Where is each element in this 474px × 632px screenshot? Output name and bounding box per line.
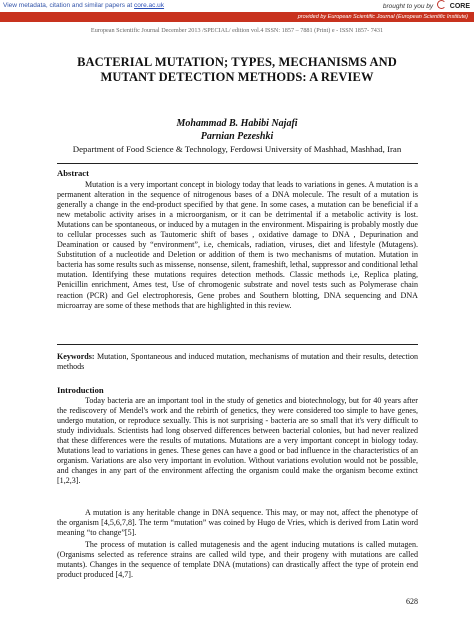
provided-by-bar: [0, 12, 474, 22]
metadata-text: View metadata, citation and similar papers at: [3, 2, 133, 9]
title-line-1: BACTERIAL MUTATION; TYPES, MECHANISMS AND: [77, 55, 397, 69]
intro-paragraph-3: The process of mutation is called mutagenesis and the agent inducing mutations is called mutagen. (Organisms selected as reference strains are called wild type, and their progeny with mutations are called mutants). Changes in the sequence of template DNA (mutations) can drastically affect the type of protein end product produced [4,7].: [57, 540, 418, 580]
paper-title: [40, 55, 434, 85]
keywords-label: Keywords:: [57, 352, 95, 361]
provided-by-text[interactable]: provided by European Scientific Journal (European Scientific Institute): [297, 14, 468, 20]
author-list: [0, 117, 474, 143]
title-line-2: MUTANT DETECTION METHODS: A REVIEW: [100, 70, 374, 84]
core-link[interactable]: core.ac.uk: [134, 2, 165, 9]
affiliation: Department of Food Science & Technology, Ferdowsi University of Mashhad, Mashhad, Iran: [72, 144, 402, 154]
page-number: 628: [406, 597, 418, 606]
abstract-heading: Abstract: [57, 168, 89, 178]
introduction-heading: Introduction: [57, 385, 104, 395]
intro-paragraph-2: A mutation is any heritable change in DNA sequence. This may, or may not, affect the phenotype of the organism [4,5,6,7,8]. The term “mutation” was coined by Hugo de Vries, which is derived from Latin word meaning “to change”[5].: [57, 508, 418, 538]
abstract-top-rule: [57, 163, 418, 164]
abstract-text: Mutation is a very important concept in biology today that leads to variations in genes. A mutation is a permanent alteration in the sequence of nitrogenous bases of a DNA molecule. The result of a mutation is generally a change in the end-product specified by that gene. In some cases, a mutation can be beneficial if a new metabolic activity arises in a microorganism, or it can be detrimental if a metabolic activity is lost. Mutations can be spontaneous, or induced by a mutagen in the environment. Mispairing is probably mostly due to cellular processes such as Tautomeric shift of bases , oxidative damage to DNA , Depurination and Deamination or caused by “environment”, i.e, chemicals, radiation, viruses, diet and lifestyle (Mutagens). Substitution of a nucleotide and Deletion or addition of them is two mechanisms of mutation. Mutation in bacteria has some results such as missense, nonsense, silent, frameshift, lethal, suppressor and conditional lethal mutation. Identifying these mutations requires detection methods. Classic methods i,e, Replica plating, Penicillin enrichment, Ames test, Use of chromogenic substrate and novel tests such as Polymerase chain reaction (PCR) and Gel electrophoresis, Gene probes and Southern blotting, DNA sequencing and DNA microarray are some of these methods that are highlighted in this review.: [57, 180, 418, 310]
keywords: [57, 352, 418, 372]
abstract-bottom-rule: [57, 344, 418, 345]
metadata-notice: [3, 0, 164, 11]
journal-header: European Scientific Journal December 2013 /SPECIAL/ edition vol.4 ISSN: 1857 – 7881 (Print) e - ISSN 1857- 7431: [90, 27, 384, 34]
intro-paragraph-1: Today bacteria are an important tool in the study of genetics and biotechnology, but for 40 years after the rediscovery of Mendel's work and the rebirth of genetics, they were considered too simple to have genes, undergo mutation, or reproduce sexually. This is not surprising - bacteria are so small that it's very difficult to study individuals. Scientists had long observed differences between bacterial colonies, but had never realized that these differences were the results of mutations. Mutations are a very important concept in biology today. Mutations lead to variations in genes. These genes can have a good or bad influence in the characteristics of an organism. Variations are also very important in evolution. Without variations evolution would not be possible, and changes in any part of the environment affecting the organism could make the organism become extinct [1,2,3].: [57, 396, 418, 486]
core-logo-text[interactable]: CORE: [449, 3, 470, 10]
keywords-text: Mutation, Spontaneous and induced mutation, mechanisms of mutation and their results, detection methods: [57, 352, 418, 372]
core-banner: [0, 0, 474, 11]
core-logo-icon: [437, 0, 446, 9]
author-name: Mohammad B. Habibi Najafi: [176, 118, 298, 129]
author-name: Parnian Pezeshki: [200, 131, 274, 142]
brought-by-notice: [383, 0, 470, 12]
brought-by-text: brought to you by: [382, 3, 434, 10]
